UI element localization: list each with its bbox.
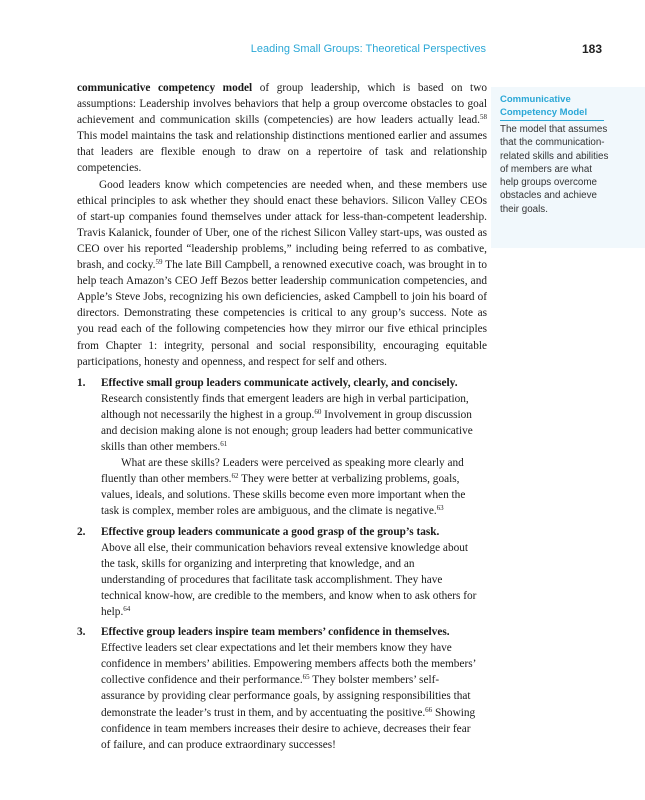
paragraph: Good leaders know which competencies are needed when, and these members use ethical principles to ask whether they should enact these behaviors. Silicon Valley CEOs of start-up companies found themselves under attack for less-than-competent leadership. Travis Kalanick, founder of Uber, one of the richest Silicon Valley start-ups, was ousted as CEO over his reported “leadership problems,” including being referred to as combative, brash, and cocky.$^{59}$ The late Bill Campbell, a renowned executive coach, was brought in to help teach Amazon’s CEO Jeff Bezos better leadership communication competencies, and Apple’s Steve Jobs, recognizing his own deficiencies, asked Campbell to join his board of directors. Demonstrating these competencies is critical to any group’s success. Note as you read each of the following competencies how they mirror our five ethical principles from Chapter 1: integrity, personal and social responsibility, encouraging equitable participations, honesty and openness, and respect for self and others.: [77, 178, 487, 368]
competency-list: [77, 375, 487, 753]
item-heading: Effective group leaders communicate a good grasp of the group’s task.: [101, 525, 440, 538]
footnote-ref: 62: [231, 472, 239, 481]
body-text: [77, 80, 487, 757]
footnote-ref: 61: [220, 440, 228, 449]
list-item: [77, 624, 487, 753]
page-number: 183: [581, 42, 602, 56]
footnote-ref: 66: [425, 705, 433, 714]
item-paragraph: Above all else, their communication behaviors reveal extensive knowledge about the task, skills for organizing and interpreting that knowledge, and an understanding of procedures that facilitate task accomplishment. They have technical know-how, are credible to the members, and know when to ask others for help.$^{64}$: [101, 541, 477, 618]
glossary-definition: The model that assumes that the communication-related skills and abilities of members are what help groups overcome obstacles and achieve their goals.: [500, 124, 609, 215]
item-number: 3.: [77, 626, 86, 639]
footnote-ref: 63: [436, 504, 444, 513]
list-item: [77, 524, 487, 621]
item-paragraph: Research consistently finds that emergent leaders are high in verbal participation, although not necessarily the highest in a group.$^{60}$ Involvement in group discussion and decision making alone is not enough; group leaders had better communicative skills than other members.$^{61}$: [101, 392, 473, 454]
list-item: [77, 375, 487, 520]
glossary-term: Communicative Competency Model: [500, 94, 588, 118]
footnote-ref: 60: [314, 407, 322, 416]
item-heading: Effective group leaders inspire team members’ confidence in themselves.: [101, 626, 450, 639]
item-paragraph: What are these skills? Leaders were perceived as speaking more clearly and fluently than other members.$^{62}$ They were better at verbalizing problems, goals, values, ideals, and solutions. These skills become even more important when the task is complex, member roles are ambiguous, and the climate is negative.$^{63}$: [101, 457, 466, 518]
item-paragraph: Effective leaders set clear expectations and let their members know they have confidence in members’ abilities. Empowering members affects both the members’ collective confidence and their performance.$^{65}$ They bolster members’ self-assurance by providing clear performance goals, by assigning responsibilities that demonstrate the leader’s trust in them, and by accentuating the positive.$^{66}$ Showing confidence in team members increases their desire to achieve, decreases their fear of failure, and can produce extraordinary successes!: [101, 642, 476, 751]
item-number: 1.: [77, 376, 86, 389]
item-number: 2.: [77, 525, 86, 538]
key-term: communicative competency model: [77, 82, 253, 94]
footnote-ref: 64: [123, 605, 131, 613]
paragraph: communicative competency model of group leadership, which is based on two assumptions: Leadership involves behaviors that help a group overcome obstacles to goal achievement and communication skills (competencies) are how leaders actually lead.$^{58}$ This model maintains the task and relationship distinctions mentioned earlier and assumes that leaders are flexible enough to draw on a repertoire of task and relationship competencies.: [77, 82, 488, 175]
footnote-ref: 59: [155, 258, 163, 267]
running-header: Leading Small Groups: Theoretical Perspectives: [250, 43, 486, 55]
item-heading: Effective small group leaders communicate actively, clearly, and concisely.: [101, 376, 458, 389]
footnote-ref: 58: [480, 113, 487, 122]
footnote-ref: 65: [302, 673, 310, 682]
glossary-divider: [500, 120, 604, 121]
